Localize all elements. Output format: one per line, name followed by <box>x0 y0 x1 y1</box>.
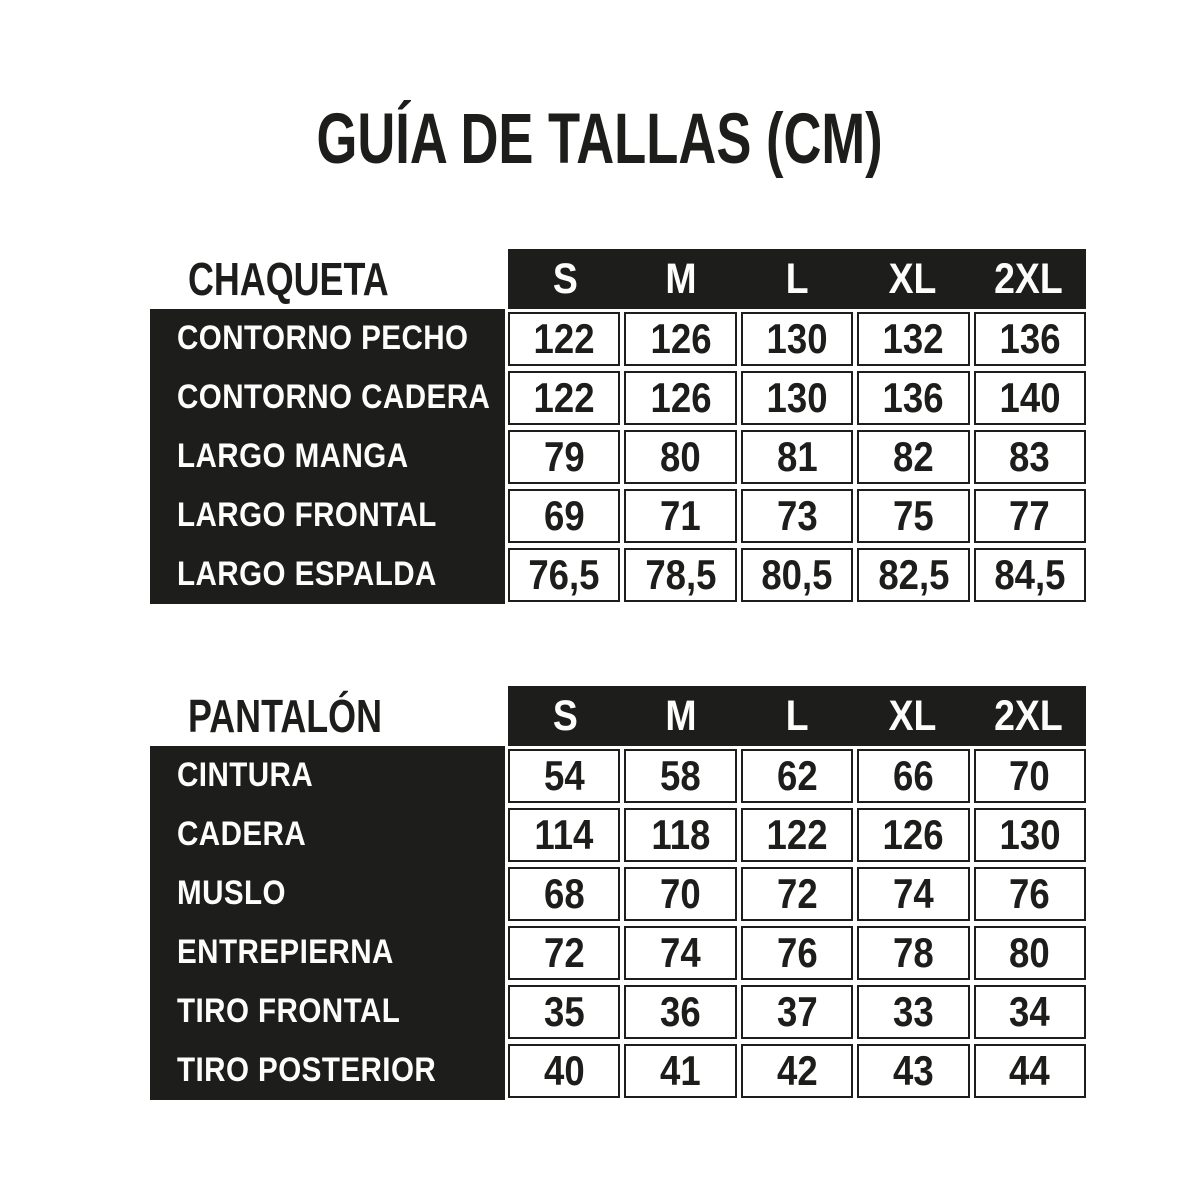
measurement-value <box>857 808 969 862</box>
data-column <box>508 686 1086 1100</box>
size-header-row <box>508 249 1086 309</box>
measurement-value <box>857 312 969 366</box>
measurement-label-tiro-posterior <box>150 1041 505 1100</box>
label-column <box>150 686 505 1100</box>
measurement-value-text: 41 <box>660 1047 701 1094</box>
measurement-value <box>741 548 853 602</box>
measurement-label-largo-frontal <box>150 486 505 545</box>
size-header-xl <box>855 249 971 309</box>
size-guide <box>0 249 1200 1100</box>
measurement-value <box>624 371 736 425</box>
measurement-value-text: 140 <box>999 374 1061 421</box>
measurement-value-text: 78 <box>893 929 934 976</box>
measurement-value <box>624 926 736 980</box>
measurement-value-text: 36 <box>660 988 701 1035</box>
measurement-label-text: TIRO FRONTAL <box>177 992 401 1030</box>
measurement-label-entrepierna <box>150 923 505 982</box>
measurement-label-text: MUSLO <box>177 874 286 912</box>
measurement-value <box>741 1044 853 1098</box>
measurement-value-text: 76 <box>1009 870 1051 917</box>
size-header-text: XL <box>888 691 937 740</box>
size-header-text: S <box>553 691 579 740</box>
measurement-value-text: 35 <box>543 988 585 1035</box>
measurement-value-text: 68 <box>543 870 585 917</box>
measurement-value-text: 76,5 <box>528 551 600 598</box>
measurement-value <box>974 808 1086 862</box>
measurement-value-text: 70 <box>1009 752 1051 799</box>
measurement-value <box>624 489 736 543</box>
measurement-value <box>857 430 969 484</box>
measurement-label-contorno-cadera <box>150 368 505 427</box>
measurement-value <box>508 1044 620 1098</box>
measurement-value <box>741 489 853 543</box>
size-header-text: XL <box>888 254 937 303</box>
measurement-value <box>624 548 736 602</box>
measurement-value-text: 44 <box>1009 1047 1051 1094</box>
size-table-pantalon <box>150 686 1086 1100</box>
measurement-value-text: 58 <box>660 752 701 799</box>
measurement-label-text: CINTURA <box>177 756 314 794</box>
measurement-value <box>508 867 620 921</box>
measurement-value <box>741 312 853 366</box>
measurement-label-largo-espalda <box>150 545 505 604</box>
size-header-2xl <box>970 686 1086 746</box>
measurement-value-text: 73 <box>776 492 818 539</box>
measurement-value <box>974 489 1086 543</box>
title-row <box>0 0 1200 179</box>
measurement-value-text: 122 <box>533 315 595 362</box>
size-table-chaqueta <box>150 249 1086 604</box>
measurement-value <box>857 548 969 602</box>
measurement-label-muslo <box>150 864 505 923</box>
measurement-value <box>974 749 1086 803</box>
measurement-value-text: 84,5 <box>994 551 1066 598</box>
measurement-value <box>624 808 736 862</box>
measurement-value-text: 80,5 <box>761 551 833 598</box>
measurement-value <box>508 430 620 484</box>
measurement-value-text: 43 <box>893 1047 934 1094</box>
garment-title-text: CHAQUETA <box>188 253 389 305</box>
measurement-label-cintura <box>150 746 505 805</box>
measurement-value <box>974 430 1086 484</box>
measurement-label-text: CADERA <box>177 815 307 853</box>
measurement-value <box>508 312 620 366</box>
size-header-text: L <box>785 691 809 740</box>
measurement-value-text: 118 <box>651 811 711 858</box>
measurement-value-text: 34 <box>1009 988 1051 1035</box>
measurement-value <box>624 749 736 803</box>
measurement-label-cadera <box>150 805 505 864</box>
size-header-text: M <box>665 691 697 740</box>
measurement-value-text: 66 <box>893 752 934 799</box>
measurement-label-contorno-pecho <box>150 309 505 368</box>
measurement-value <box>974 867 1086 921</box>
size-header-text: 2XL <box>993 254 1063 303</box>
measurement-value <box>974 985 1086 1039</box>
page-title <box>0 100 1200 179</box>
measurement-value-text: 114 <box>534 811 594 858</box>
measurement-value-text: 122 <box>766 811 828 858</box>
size-header-l <box>739 686 855 746</box>
size-header-l <box>739 249 855 309</box>
measurement-value-text: 62 <box>776 752 818 799</box>
measurement-value-text: 80 <box>1009 929 1051 976</box>
measurement-value-text: 40 <box>543 1047 585 1094</box>
measurement-grid <box>508 749 1086 1098</box>
measurement-label-text: ENTREPIERNA <box>177 933 394 971</box>
measurement-value-text: 71 <box>660 492 701 539</box>
measurement-value <box>857 985 969 1039</box>
measurement-labels-panel <box>150 309 505 604</box>
measurement-value <box>741 985 853 1039</box>
size-header-row <box>508 686 1086 746</box>
size-header-text: S <box>553 254 579 303</box>
measurement-value <box>857 926 969 980</box>
measurement-value <box>857 867 969 921</box>
measurement-value-text: 132 <box>882 315 944 362</box>
measurement-value-text: 136 <box>999 315 1061 362</box>
measurement-value <box>974 926 1086 980</box>
page-title-text: GUÍA DE TALLAS (CM) <box>316 100 884 179</box>
measurement-label-text: LARGO ESPALDA <box>177 555 437 593</box>
measurement-value-text: 130 <box>999 811 1061 858</box>
measurement-value <box>974 548 1086 602</box>
measurement-value <box>857 1044 969 1098</box>
measurement-value-text: 72 <box>776 870 818 917</box>
measurement-value-text: 76 <box>776 929 818 976</box>
measurement-value-text: 136 <box>882 374 944 421</box>
measurement-value-text: 74 <box>660 929 701 976</box>
measurement-value-text: 126 <box>650 374 712 421</box>
measurement-label-text: CONTORNO CADERA <box>177 378 491 416</box>
measurement-value <box>857 489 969 543</box>
measurement-value-text: 122 <box>533 374 595 421</box>
size-header-s <box>508 686 624 746</box>
measurement-value-text: 130 <box>766 374 828 421</box>
measurement-value <box>741 430 853 484</box>
measurement-value <box>508 985 620 1039</box>
measurement-value-text: 126 <box>650 315 712 362</box>
garment-title <box>150 249 505 309</box>
measurement-value <box>857 371 969 425</box>
measurement-value <box>624 430 736 484</box>
measurement-labels-panel <box>150 746 505 1100</box>
measurement-label-text: LARGO FRONTAL <box>177 496 437 534</box>
measurement-value <box>624 1044 736 1098</box>
measurement-value-text: 83 <box>1009 433 1051 480</box>
measurement-value-text: 130 <box>766 315 828 362</box>
size-header-m <box>624 249 740 309</box>
label-column <box>150 249 505 604</box>
measurement-value <box>741 371 853 425</box>
measurement-value-text: 72 <box>543 929 585 976</box>
measurement-value <box>508 489 620 543</box>
measurement-value-text: 37 <box>776 988 818 1035</box>
measurement-value <box>624 985 736 1039</box>
measurement-value <box>974 371 1086 425</box>
measurement-value <box>508 749 620 803</box>
measurement-value-text: 74 <box>893 870 934 917</box>
measurement-value <box>741 867 853 921</box>
measurement-value <box>857 749 969 803</box>
measurement-value <box>508 926 620 980</box>
size-header-text: L <box>785 254 809 303</box>
measurement-value <box>624 867 736 921</box>
measurement-value-text: 70 <box>660 870 701 917</box>
measurement-value <box>974 1044 1086 1098</box>
measurement-value-text: 81 <box>776 433 818 480</box>
measurement-value-text: 75 <box>893 492 934 539</box>
measurement-value <box>741 749 853 803</box>
measurement-value-text: 78,5 <box>645 551 717 598</box>
measurement-value-text: 82,5 <box>877 551 949 598</box>
measurement-label-largo-manga <box>150 427 505 486</box>
measurement-value <box>508 548 620 602</box>
measurement-value <box>508 808 620 862</box>
measurement-value <box>974 312 1086 366</box>
measurement-value-text: 80 <box>660 433 701 480</box>
garment-title-text: PANTALÓN <box>188 690 383 742</box>
measurement-grid <box>508 312 1086 602</box>
size-header-s <box>508 249 624 309</box>
measurement-value <box>741 926 853 980</box>
measurement-label-tiro-frontal <box>150 982 505 1041</box>
measurement-value-text: 69 <box>543 492 585 539</box>
measurement-label-text: CONTORNO PECHO <box>177 319 469 357</box>
measurement-value <box>624 312 736 366</box>
measurement-value-text: 126 <box>882 811 944 858</box>
size-header-text: M <box>665 254 697 303</box>
data-column <box>508 249 1086 604</box>
measurement-label-text: LARGO MANGA <box>177 437 409 475</box>
measurement-value-text: 82 <box>893 433 934 480</box>
size-header-text: 2XL <box>993 691 1063 740</box>
garment-title <box>150 686 505 746</box>
size-header-m <box>624 686 740 746</box>
size-header-2xl <box>970 249 1086 309</box>
measurement-value-text: 42 <box>776 1047 818 1094</box>
measurement-label-text: TIRO POSTERIOR <box>177 1051 437 1089</box>
measurement-value-text: 33 <box>893 988 934 1035</box>
measurement-value-text: 54 <box>543 752 585 799</box>
measurement-value-text: 79 <box>543 433 585 480</box>
measurement-value <box>741 808 853 862</box>
measurement-value <box>508 371 620 425</box>
size-header-xl <box>855 686 971 746</box>
measurement-value-text: 77 <box>1009 492 1051 539</box>
